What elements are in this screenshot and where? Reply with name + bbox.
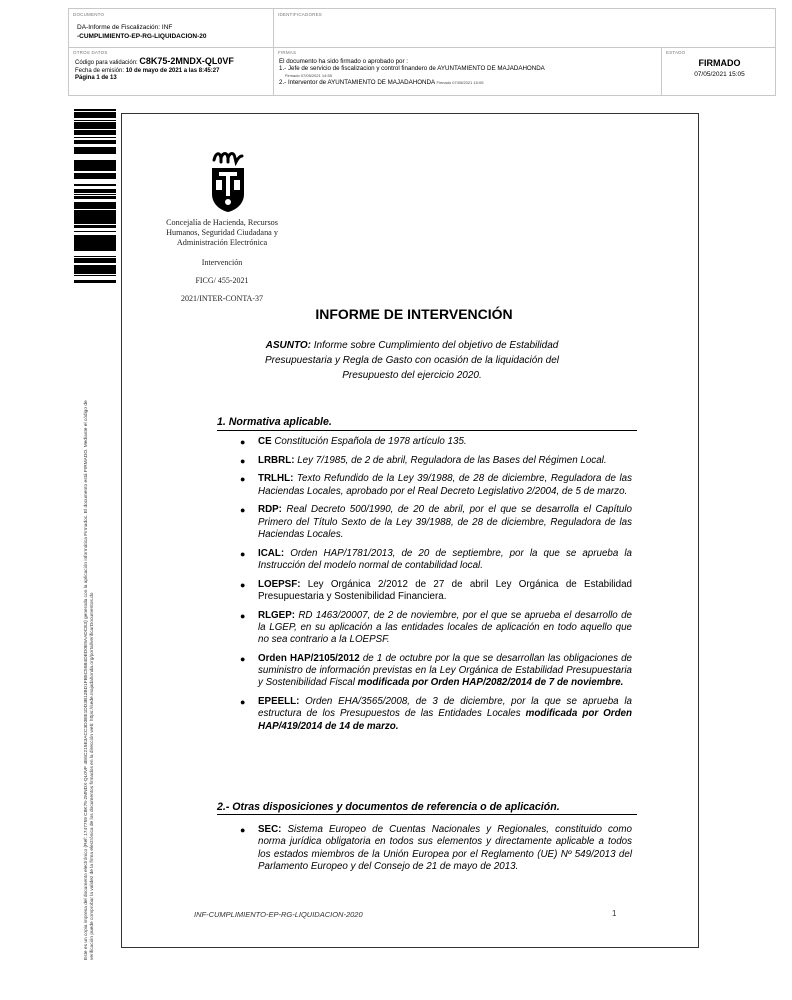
item-text: de 1 de octubre por la que se desarrollan las obligaciones de suministro de información previstas en la Ley Orgánica de Estabilidad Presupuestaria y Sostenibilidad Fiscal xyxy=(258,652,632,689)
item-key: ICAL: xyxy=(258,547,285,559)
list-item xyxy=(232,473,632,498)
asunto-text: Informe sobre Cumplimiento del objetivo de Estabilidad Presupuestaria y Regla de Gasto con ocasión de la liquidación del Presupuesto del ejercicio 2020. xyxy=(264,340,560,381)
bullet-icon: ● xyxy=(240,697,246,708)
emission-line xyxy=(75,68,234,76)
estado-cell xyxy=(662,47,777,95)
item-amendment: modificada por Orden HAP/2082/2014 de 7 de noviembre. xyxy=(357,677,624,689)
footer-document-name: INF-CUMPLIMIENTO-EP-RG-LIQUIDACION-2020 xyxy=(194,910,363,919)
org-line-2: Humanos, Seguridad Ciudadana y xyxy=(166,228,278,237)
side-text-line2: verificación puede comprobar la validez de la firma electrónica de los documentos firmados en la dirección web: https://sede.majadahonda.org/portal/verificarDocumentos.do xyxy=(90,592,95,960)
section-2-list xyxy=(232,824,632,880)
otros-datos-cell xyxy=(69,47,274,95)
documento-label: DOCUMENTO xyxy=(73,12,105,17)
bullet-icon: ● xyxy=(240,825,246,835)
list-item xyxy=(232,653,632,690)
bullet-icon: ● xyxy=(240,474,246,485)
department-name: Intervención xyxy=(201,258,243,267)
firmas-label: FIRMAS xyxy=(278,50,297,55)
item-key: LOEPSF: xyxy=(258,578,301,590)
list-item xyxy=(232,436,632,448)
list-item xyxy=(232,696,632,733)
item-key: Orden HAP/2105/2012 xyxy=(258,652,360,664)
list-item xyxy=(232,610,632,647)
bullet-icon: ● xyxy=(240,455,246,466)
item-key: CE xyxy=(258,436,272,447)
organization-name xyxy=(152,218,292,248)
firma-2-line xyxy=(279,79,659,86)
bullet-icon: ● xyxy=(240,610,246,621)
verification-side-text xyxy=(84,280,96,960)
status-date: 07/05/2021 15:05 xyxy=(694,71,745,78)
item-key: EPEELL: xyxy=(258,696,300,708)
firma-2-date: Firmado 07/05/2021 15:05 xyxy=(436,80,484,85)
asunto-label: ASUNTO: xyxy=(265,340,311,351)
footer-page-number: 1 xyxy=(612,909,617,918)
firmas-lines xyxy=(279,58,659,86)
item-text: Constitución Española de 1978 artículo 135. xyxy=(274,436,467,447)
reference-2: 2021/INTER-CONTA-37 xyxy=(180,294,263,303)
bullet-icon: ● xyxy=(240,505,246,516)
bullet-icon: ● xyxy=(240,437,246,447)
item-text: Real Decreto 500/1990, de 20 de abril, por el que se desarrolla el Capítulo Primero del Título Sexto de la Ley 39/1988, de 28 de diciembre, Reguladora de las Haciendas Locales. xyxy=(258,504,632,540)
section-2-heading: 2.- Otras disposiciones y documentos de referencia o de aplicación. xyxy=(217,801,560,813)
emission-date: 10 de mayo de 2021 a las 8:45:27 xyxy=(125,67,220,74)
item-text: Ley Orgánica 2/2012 de 27 de abril Ley Orgánica de Estabilidad Presupuestaria y Sostenibilidad Financiera. xyxy=(258,578,632,602)
firmas-intro: El documento ha sido firmado o aprobado por : xyxy=(279,58,408,65)
item-amendment: modificada por Orden HAP/419/2014 de 14 de marzo. xyxy=(258,708,632,732)
identificadores-label: IDENTIFICADORES xyxy=(278,12,323,17)
reference-1: FICG/ 455-2021 xyxy=(195,276,249,285)
section-2-underline xyxy=(217,814,637,815)
barcode-image xyxy=(74,108,116,284)
page-title: INFORME DE INTERVENCIÓN xyxy=(315,306,513,322)
identificadores-cell xyxy=(274,9,777,47)
item-key: RLGEP: xyxy=(258,609,296,621)
validation-prefix: Código para validación: xyxy=(75,60,138,66)
item-text: Ley 7/1985, de 2 de abril, Reguladora de las Bases del Régimen Local. xyxy=(297,454,607,466)
item-text: Sistema Europeo de Cuentas Nacionales y Regionales, constituido como norma jurídica obligatoria en todos sus elementos y directamente aplicable a todos los estados miembros de la Unión Europea por el Reglamento (UE) Nº 549/2013 del Parlamento Europeo y del Consejo de 21 de mayo de 2013. xyxy=(258,824,632,872)
section-1-heading: 1. Normativa aplicable. xyxy=(217,416,332,428)
item-key: SEC: xyxy=(258,824,282,835)
bullet-icon: ● xyxy=(240,579,246,590)
document-title-line1: DA-Informe de Fiscalización: INF xyxy=(77,24,173,31)
document-cell xyxy=(69,9,274,47)
otros-datos-lines xyxy=(75,58,234,83)
firmas-cell xyxy=(274,47,662,95)
header-row-bottom xyxy=(69,47,775,95)
firma-1: 1.- Jefe de servicio de fiscalizacion y control finandero de AYUNTAMIENTO DE MAJADAHONDA xyxy=(279,65,545,72)
item-text: RD 1463/20007, de 2 de noviembre, por el que se aprueba el desarrollo de la LGEP, en su aplicación a las entidades locales de aplicación en todo aquello que no sea contrario a la LOEPSF. xyxy=(258,609,632,646)
estado-label: ESTADO xyxy=(666,50,686,55)
firma-2: 2.- Interventor de AYUNTAMIENTO DE MAJADAHONDA xyxy=(279,79,435,86)
item-text: Orden HAP/1781/2013, de 20 de septiembre, por la que se aprueba la Instrucción del modelo normal de contabilidad local. xyxy=(258,547,632,571)
item-text: Texto Refundido de la Ley 39/1988, de 28 de diciembre, Reguladora de las Haciendas Locales, aprobado por el Real Decreto Legislativo 2/2004, de 5 de marzo. xyxy=(258,473,632,497)
section-1-list xyxy=(232,436,632,739)
item-key: TRLHL: xyxy=(258,473,294,485)
validation-code[interactable]: C8K75-2MNDX-QL0VF xyxy=(139,56,234,66)
page-info: Página 1 de 13 xyxy=(75,75,117,81)
validation-line xyxy=(75,58,234,68)
section-1-underline xyxy=(217,430,637,431)
org-line-3: Administración Electrónica xyxy=(176,238,268,247)
list-item xyxy=(232,824,632,873)
list-item xyxy=(232,504,632,541)
signature-header xyxy=(68,8,776,96)
document-title xyxy=(77,23,267,41)
bullet-icon: ● xyxy=(240,653,246,664)
side-text-line1: Este es un copia impresa del documento electrónico (Ref: 1747759 C8K75-2MNDX-QL0VF 4E6C215E3ACC3D3EE1DD3B12BD1FB5C55B4DED0E9AADCE3) generada con la aplicación informática Firmadoc. El documento está FIRMADO. Mediante el código de xyxy=(84,400,89,960)
list-item xyxy=(232,579,632,604)
asunto-block xyxy=(252,338,572,383)
municipal-logo xyxy=(202,146,254,216)
header-row-top xyxy=(69,9,775,48)
status-badge: FIRMADO xyxy=(698,58,741,68)
org-line-1: Concejalía de Hacienda, Recursos xyxy=(166,218,278,227)
bullet-icon: ● xyxy=(240,548,246,559)
document-page xyxy=(121,113,699,948)
document-title-line2: -CUMPLIMIENTO-EP-RG-LIQUIDACION-20 xyxy=(77,33,207,40)
list-item xyxy=(232,548,632,573)
item-key: RDP: xyxy=(258,504,282,516)
emission-prefix: Fecha de emisión: xyxy=(75,67,125,74)
firma-1-date: Firmado 07/05/2021 14:55 xyxy=(285,73,332,78)
item-key: LRBRL: xyxy=(258,454,295,466)
otros-datos-label: OTROS DATOS xyxy=(73,50,108,55)
list-item xyxy=(232,455,632,467)
item-text: Orden EHA/3565/2008, de 3 de diciembre, por la que se aprueba la estructura de los Presupuestos de las Entidades Locales xyxy=(258,696,632,720)
